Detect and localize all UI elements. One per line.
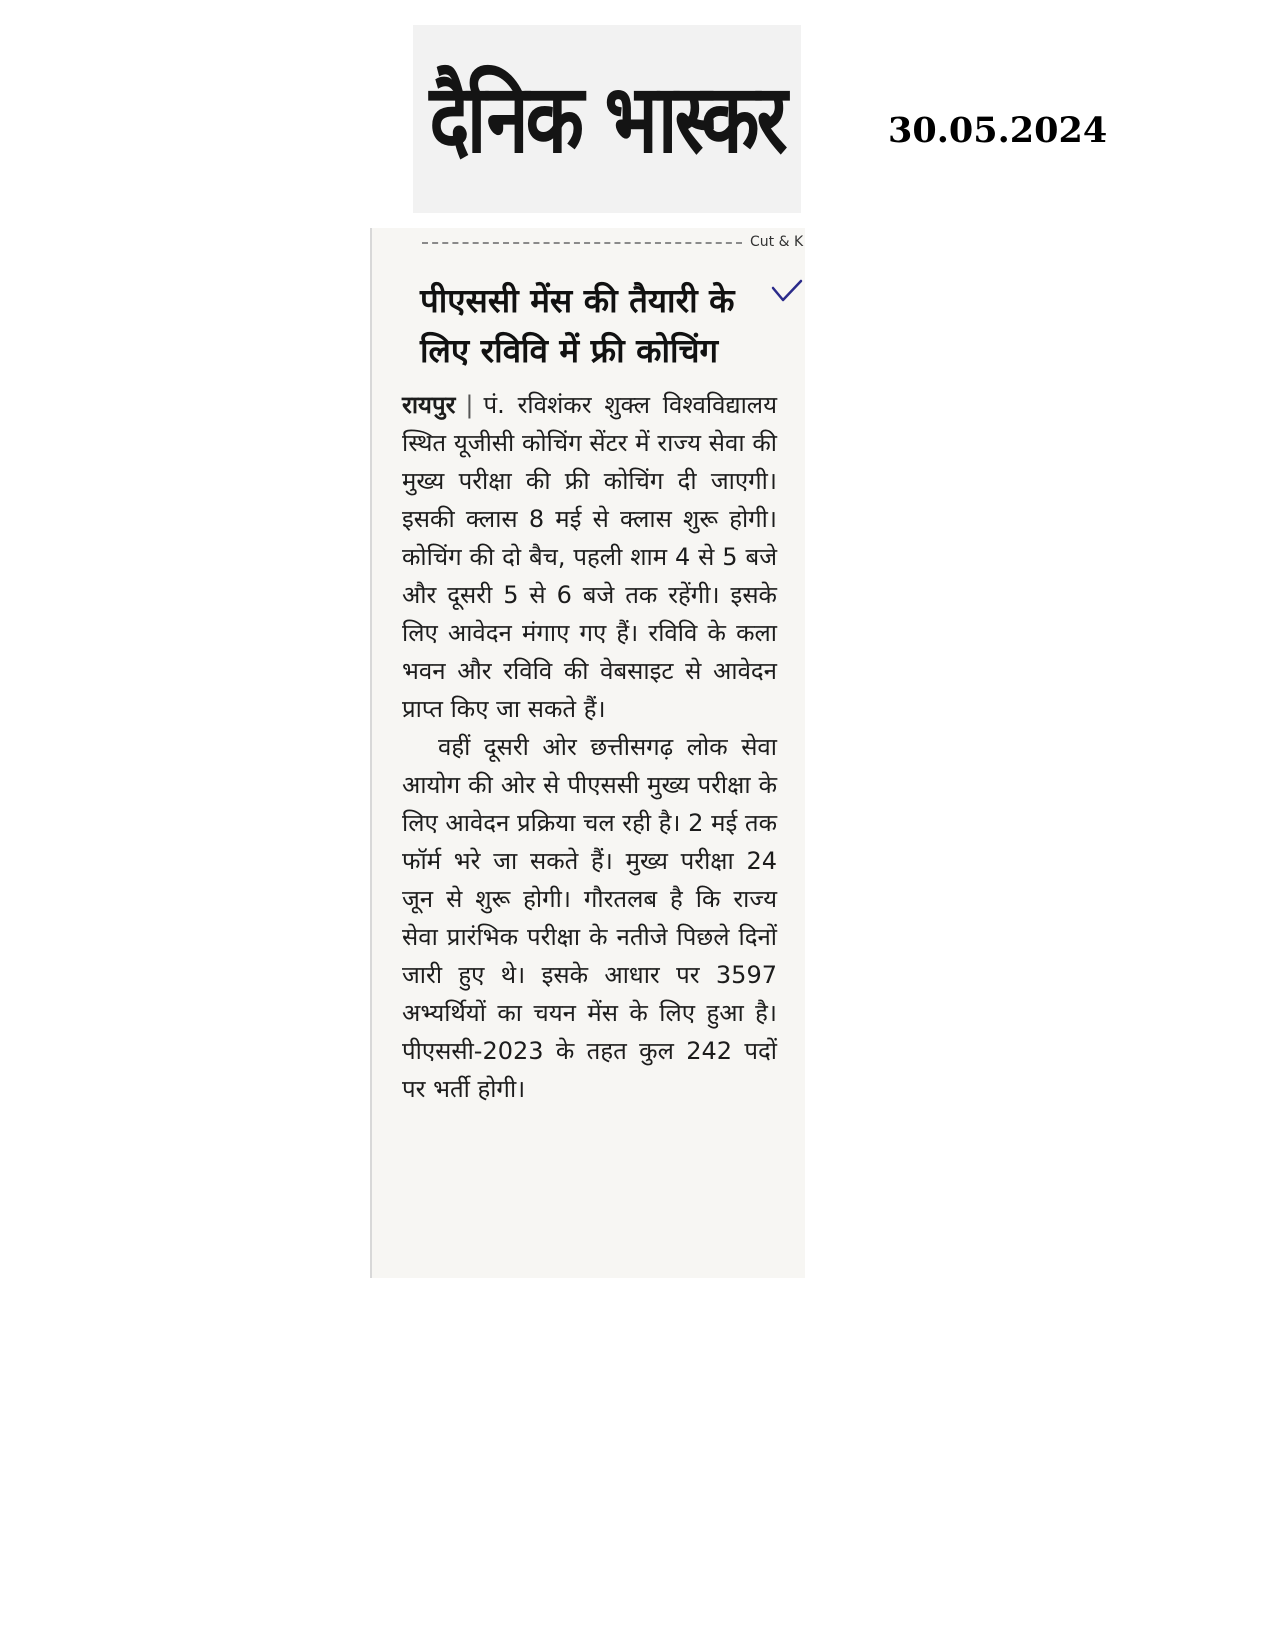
dateline-separator: | (465, 391, 474, 419)
dateline: रायपुर (402, 391, 456, 419)
cut-dashed-line (422, 242, 742, 244)
article-headline: पीएससी मेंस की तैयारी के लिए रविवि में फ्री कोचिंग (420, 281, 735, 370)
check-mark-icon (770, 278, 804, 304)
cut-label: Cut & K (750, 234, 804, 250)
newspaper-masthead (413, 25, 801, 213)
news-clipping (370, 228, 805, 1278)
article-body (402, 386, 777, 1108)
article-paragraph-1 (402, 386, 777, 728)
paragraph-1-text: पं. रविशंकर शुक्ल विश्वविद्यालय स्थित यूजीसी कोचिंग सेंटर में राज्य सेवा की मुख्य परीक्षा की फ्री कोचिंग दी जाएगी। इसकी क्लास 8 मई से क्लास शुरू होगी। कोचिंग की दो बैच, पहली शाम 4 से 5 बजे और दूसरी 5 से 6 बजे तक रहेंगी। इसके लिए आवेदन मंगाए गए हैं। रविवि के कला भवन और रविवि की वेबसाइट से आवेदन प्राप्त किए जा सकते हैं। (402, 391, 777, 723)
masthead-title: दैनिक भास्कर (429, 62, 785, 174)
clipping-date: 30.05.2024 (888, 110, 1108, 151)
article-paragraph-2: वहीं दूसरी ओर छत्तीसगढ़ लोक सेवा आयोग की ओर से पीएससी मुख्य परीक्षा के लिए आवेदन प्रक्रिया चल रही है। 2 मई तक फॉर्म भरे जा सकते हैं। मुख्य परीक्षा 24 जून से शुरू होगी। गौरतलब है कि राज्य सेवा प्रारंभिक परीक्षा के नतीजे पिछले दिनों जारी हुए थे। इसके आधार पर 3597 अभ्यर्थियों का चयन मेंस के लिए हुआ है। पीएससी-2023 के तहत कुल 242 पदों पर भर्ती होगी। (402, 733, 777, 1103)
